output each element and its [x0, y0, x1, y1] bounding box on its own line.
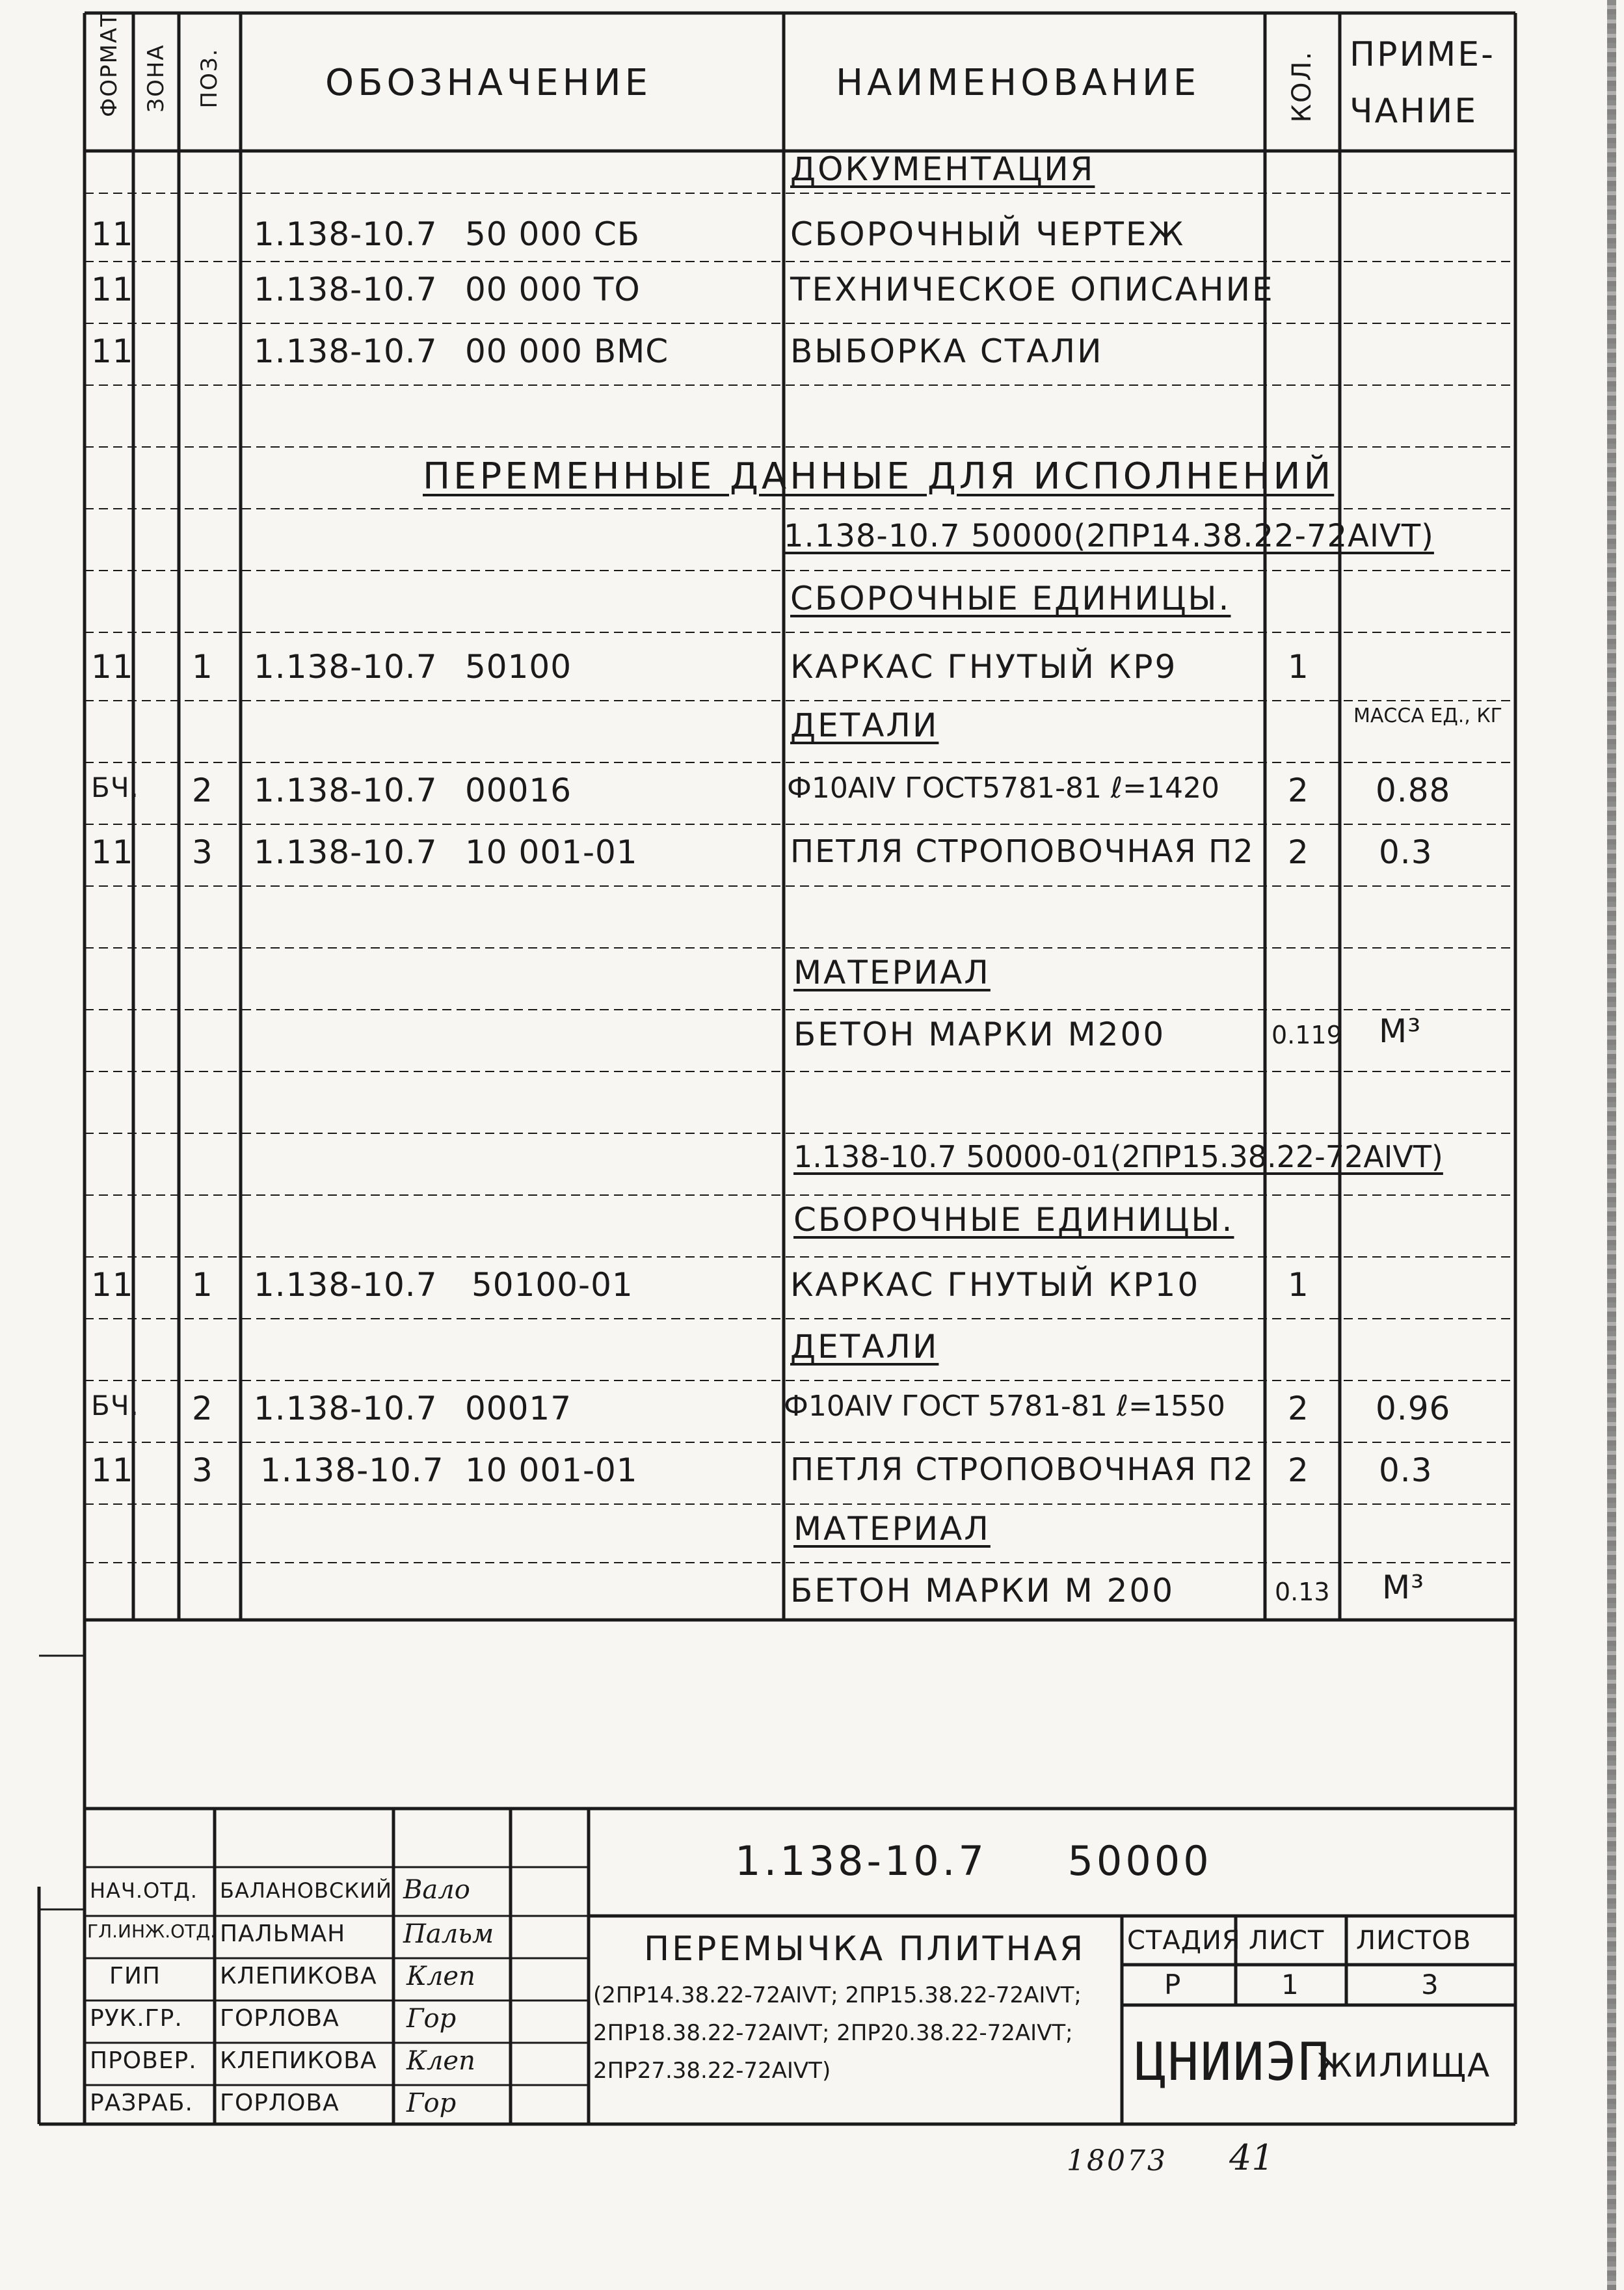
doc-number: 1.138-10.7 50000	[735, 1837, 1212, 1885]
header-zone: ЗОНА	[143, 44, 169, 113]
header-designation: ОБОЗНАЧЕНИЕ	[325, 62, 652, 104]
v1-r1-format: 11	[91, 648, 134, 686]
header-format: ФОРМАТ	[96, 12, 122, 117]
v1-r3-pos: 3	[192, 833, 213, 871]
v1-r1-name: КАРКАС ГНУТЫЙ КР9	[790, 648, 1178, 686]
v1-r3-format: 11	[91, 833, 134, 871]
person-2: КЛЕПИКОВА	[220, 1963, 377, 1989]
v1-concrete-qty: 0.119	[1271, 1021, 1342, 1049]
v2-r3-note: 0.3	[1379, 1451, 1433, 1489]
v2-r3-des-b: 10 001-01	[465, 1451, 638, 1489]
v1-r1-des-a: 1.138-10.7	[254, 648, 438, 686]
v1-r2-format: БЧ.	[91, 772, 139, 803]
header-note-1: ПРИМЕ-	[1350, 35, 1495, 74]
header-pos: ПОЗ.	[196, 47, 222, 109]
doc2-des-b: 00 000 ТО	[465, 271, 641, 308]
v1-r2-pos: 2	[192, 772, 213, 809]
doc3-name: ВЫБОРКА СТАЛИ	[790, 332, 1104, 370]
scan-edge	[1607, 0, 1616, 2290]
v2-concrete-note: М³	[1382, 1569, 1425, 1606]
v2-r2-pos: 2	[192, 1390, 213, 1427]
role-2: ГИП	[109, 1963, 161, 1989]
v1-concrete-name: БЕТОН МАРКИ М200	[793, 1016, 1166, 1053]
sheets-label: ЛИСТОВ	[1356, 1926, 1472, 1956]
v2-r2-format: БЧ.	[91, 1390, 139, 1421]
v1-r3-des-b: 10 001-01	[465, 833, 638, 871]
v1-r3-qty: 2	[1288, 833, 1309, 871]
person-1: ПАЛЬМАН	[220, 1920, 346, 1947]
variant2-parts: ДЕТАЛИ	[790, 1328, 939, 1366]
v2-r3-qty: 2	[1288, 1451, 1309, 1489]
variant1-title: 1.138-10.7 50000(2ПР14.38.22-72АIVТ)	[784, 518, 1434, 554]
stage-label: СТАДИЯ	[1127, 1926, 1241, 1956]
doc2-des-a: 1.138-10.7	[254, 271, 438, 308]
v2-r2-des-a: 1.138-10.7	[254, 1390, 438, 1427]
v1-concrete-note: М³	[1379, 1012, 1422, 1050]
doc3-format: 11	[91, 332, 134, 370]
v2-r3-name: ПЕТЛЯ СТРОПОВОЧНАЯ П2	[790, 1451, 1255, 1488]
variants-line-2: 2ПР18.38.22-72АIVТ; 2ПР20.38.22-72АIVТ;	[593, 2020, 1073, 2046]
role-4: ПРОВЕР.	[90, 2047, 197, 2074]
section-variables: ПЕРЕМЕННЫЕ ДАННЫЕ ДЛЯ ИСПОЛНЕНИЙ	[423, 455, 1335, 498]
variant2-title: 1.138-10.7 50000-01(2ПР15.38.22-72АIVТ)	[793, 1139, 1443, 1174]
v1-r2-note: 0.88	[1376, 772, 1451, 809]
page-number: 41	[1229, 2137, 1274, 2178]
doc-title: ПЕРЕМЫЧКА ПЛИТНАЯ	[644, 1930, 1086, 1969]
variant1-parts: ДЕТАЛИ	[790, 707, 939, 744]
v2-r3-pos: 3	[192, 1451, 213, 1489]
v1-r2-qty: 2	[1288, 772, 1309, 809]
v1-r1-pos: 1	[192, 648, 213, 686]
header-qty: КОЛ.	[1287, 50, 1317, 123]
signature-0: Вало	[403, 1875, 470, 1905]
v2-r1-format: 11	[91, 1266, 134, 1304]
doc3-des-b: 00 000 ВМС	[465, 332, 669, 370]
variant2-assemblies: СБОРОЧНЫЕ ЕДИНИЦЫ.	[793, 1201, 1234, 1239]
person-4: КЛЕПИКОВА	[220, 2047, 377, 2074]
variants-line-1: (2ПР14.38.22-72АIVТ; 2ПР15.38.22-72АIVТ;	[593, 1982, 1082, 2008]
doc2-format: 11	[91, 271, 134, 308]
v2-r2-name: Ф10АIV ГОСТ 5781-81 ℓ=1550	[784, 1390, 1225, 1423]
stage-value: Р	[1164, 1969, 1182, 2000]
v2-concrete-name: БЕТОН МАРКИ М 200	[790, 1572, 1175, 1610]
role-0: НАЧ.ОТД.	[90, 1878, 198, 1903]
v2-r1-name: КАРКАС ГНУТЫЙ КР10	[790, 1266, 1201, 1304]
v1-r3-name: ПЕТЛЯ СТРОПОВОЧНАЯ П2	[790, 833, 1255, 870]
role-5: РАЗРАБ.	[90, 2090, 193, 2116]
role-3: РУК.ГР.	[90, 2005, 183, 2032]
doc3-des-a: 1.138-10.7	[254, 332, 438, 370]
sheets-value: 3	[1421, 1969, 1439, 2000]
v1-r2-name: Ф10АIV ГОСТ5781-81 ℓ=1420	[787, 772, 1219, 805]
v2-r3-format: 11	[91, 1451, 134, 1489]
signature-5: Гор	[406, 2088, 457, 2118]
person-3: ГОРЛОВА	[220, 2005, 339, 2032]
org-suffix: ЖИЛИЩА	[1317, 2047, 1491, 2084]
sheet-value: 1	[1281, 1969, 1299, 2000]
v2-r2-qty: 2	[1288, 1390, 1309, 1427]
v2-r1-pos: 1	[192, 1266, 213, 1304]
doc1-name: СБОРОЧНЫЙ ЧЕРТЕЖ	[790, 215, 1186, 253]
variant1-assemblies: СБОРОЧНЫЕ ЕДИНИЦЫ.	[790, 580, 1231, 617]
sheet-label: ЛИСТ	[1249, 1926, 1325, 1956]
org-name: ЦНИИЭП	[1135, 2032, 1331, 2092]
header-note-2: ЧАНИЕ	[1350, 92, 1478, 131]
v1-r3-des-a: 1.138-10.7	[254, 833, 438, 871]
variants-line-3: 2ПР27.38.22-72АIVТ)	[593, 2058, 831, 2084]
v1-r1-des-b: 50100	[465, 648, 572, 686]
doc1-des-b: 50 000 СБ	[465, 215, 641, 253]
signature-3: Гор	[406, 2004, 457, 2034]
v2-r1-qty: 1	[1288, 1266, 1309, 1304]
v2-r1-des-a: 1.138-10.7	[254, 1266, 438, 1304]
signature-1: Пальм	[403, 1919, 494, 1949]
v1-r2-des-a: 1.138-10.7	[254, 772, 438, 809]
signature-4: Клеп	[406, 2046, 475, 2076]
variant1-material: МАТЕРИАЛ	[793, 954, 991, 991]
section-documentation: ДОКУМЕНТАЦИЯ	[790, 150, 1095, 188]
v2-r2-note: 0.96	[1376, 1390, 1451, 1427]
person-5: ГОРЛОВА	[220, 2090, 339, 2116]
archive-number: 18073	[1067, 2144, 1167, 2177]
v2-r3-des-a: 1.138-10.7	[260, 1451, 444, 1489]
doc1-format: 11	[91, 215, 134, 253]
v2-r1-des-b: 50100-01	[472, 1266, 633, 1304]
header-name: НАИМЕНОВАНИЕ	[836, 62, 1201, 104]
v1-r3-note: 0.3	[1379, 833, 1433, 871]
mass-note: МАССА ЕД., КГ	[1353, 705, 1502, 727]
person-0: БАЛАНОВСКИЙ	[220, 1878, 392, 1903]
signature-2: Клеп	[406, 1961, 475, 1991]
v2-concrete-qty: 0.13	[1275, 1578, 1330, 1606]
doc1-des-a: 1.138-10.7	[254, 215, 438, 253]
role-1: ГЛ.ИНЖ.ОТД.	[87, 1920, 217, 1942]
v1-r2-des-b: 00016	[465, 772, 572, 809]
v1-r1-qty: 1	[1288, 648, 1309, 686]
doc2-name: ТЕХНИЧЕСКОЕ ОПИСАНИЕ	[790, 271, 1275, 308]
variant2-material: МАТЕРИАЛ	[793, 1510, 991, 1548]
v2-r2-des-b: 00017	[465, 1390, 572, 1427]
